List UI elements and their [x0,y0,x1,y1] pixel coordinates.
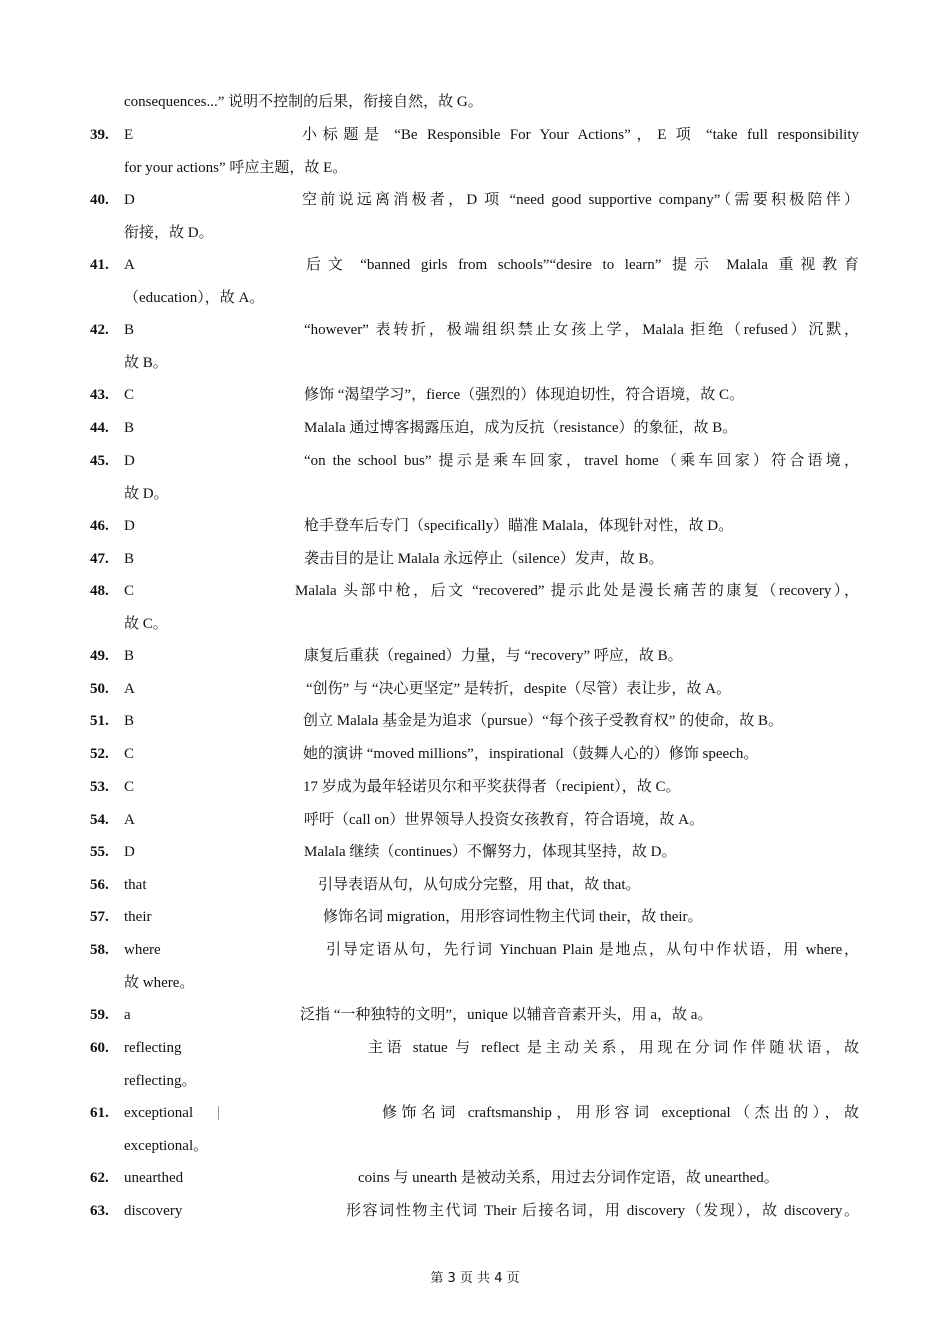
answer-value: B [124,713,135,729]
answer-value: that [124,877,147,893]
answer-value: B [124,551,135,567]
answer-value: D [124,453,135,469]
explanation-line: 引导定语从句，先行词 Yinchuan Plain 是地点，从句中作状语，用 where， [326,942,859,958]
explanation-continuation: 故 C。 [124,616,168,632]
explanation-line: 她的演讲 “moved millions”，inspirational（鼓舞人心的）修饰 speech。 [303,746,759,762]
answer-value: B [124,648,135,664]
explanation-line: coins 与 unearth 是被动关系，用过去分词作定语，故 unearthed。 [358,1170,779,1186]
answer-value: C [124,387,135,403]
answer-value: C [124,779,135,795]
question-number: 43. [90,387,109,403]
explanation-line: 修饰名词 migration，用形容词性物主代词 their，故 their。 [323,909,703,925]
explanation-line: “on the school bus” 提示是乘车回家，travel home（乘车回家）符合语境， [304,453,859,469]
explanation-line: Malala 通过博客揭露压迫，成为反抗（resistance）的象征，故 B。 [304,420,738,436]
explanation-line: 空前说远离消极者，D 项 “need good supportive company”（需要积极陪伴） [302,192,859,208]
explanation-line: 主语 statue 与 reflect 是主动关系，用现在分词作伴随状语，故 [368,1040,859,1056]
question-number: 51. [90,713,109,729]
explanation-line: 康复后重获（regained）力量，与 “recovery” 呼应，故 B。 [304,648,683,664]
explanation-continuation: 故 D。 [124,486,169,502]
question-number: 48. [90,583,109,599]
answer-value: B [124,322,135,338]
explanation-line: 呼吁（call on）世界领导人投资女孩教育，符合语境，故 A。 [304,812,704,828]
question-number: 57. [90,909,109,925]
question-number: 58. [90,942,109,958]
explanation-line: 引导表语从句，从句成分完整，用 that，故 that。 [318,877,641,893]
question-number: 42. [90,322,109,338]
question-number: 59. [90,1007,109,1023]
answer-value: E [124,127,134,143]
explanation-line: Malala 头部中枪，后文 “recovered” 提示此处是漫长痛苦的康复（recovery）， [295,583,859,599]
explanation-continuation: reflecting。 [124,1073,197,1089]
question-number: 54. [90,812,109,828]
explanation-continuation: for your actions” 呼应主题，故 E。 [124,160,348,176]
question-number: 47. [90,551,109,567]
answer-value: D [124,192,135,208]
answer-value: C [124,583,135,599]
answer-value: A [124,681,135,697]
intro-line: consequences...” 说明不控制的后果，衔接自然，故 G。 [124,94,483,110]
explanation-line: 修饰 “渴望学习”，fierce（强烈的）体现迫切性，符合语境，故 C。 [304,387,744,403]
explanation-line: 小标题是 “Be Responsible For Your Actions”，E 项 “take full responsibility [302,127,859,143]
question-number: 41. [90,257,109,273]
explanation-line: 17 岁成为最年轻诺贝尔和平奖获得者（recipient），故 C。 [303,779,681,795]
explanation-line: 袭击目的是让 Malala 永远停止（silence）发声，故 B。 [304,551,664,567]
answer-value: unearthed [124,1170,184,1186]
explanation-continuation: 衔接，故 D。 [124,225,214,241]
explanation-line: 形容词性物主代词 Their 后接名词，用 discovery（发现），故 discovery。 [346,1203,859,1219]
explanation-continuation: 故 where。 [124,975,195,991]
explanation-continuation: exceptional。 [124,1138,209,1154]
answer-value: C [124,746,135,762]
answer-value: B [124,420,135,436]
question-number: 44. [90,420,109,436]
text-cursor-mark [218,1106,219,1120]
question-number: 40. [90,192,109,208]
explanation-line: “however” 表转折，极端组织禁止女孩上学，Malala 拒绝（refused）沉默， [304,322,859,338]
question-number: 53. [90,779,109,795]
explanation-line: 修饰名词 craftsmanship，用形容词 exceptional（杰出的），故 [382,1105,859,1121]
explanation-continuation: 故 B。 [124,355,168,371]
question-number: 52. [90,746,109,762]
question-number: 61. [90,1105,109,1121]
question-number: 45. [90,453,109,469]
question-number: 46. [90,518,109,534]
explanation-line: 泛指 “一种独特的文明”，unique 以辅音音素开头，用 a，故 a。 [300,1007,713,1023]
answer-value: where [124,942,161,958]
question-number: 39. [90,127,109,143]
explanation-line: 后文 “banned girls from schools”“desire to learn” 提示 Malala 重视教育 [306,257,859,273]
answer-value: D [124,844,135,860]
question-number: 49. [90,648,109,664]
answer-value: reflecting [124,1040,182,1056]
answer-value: A [124,812,135,828]
question-number: 55. [90,844,109,860]
answer-value: exceptional [124,1105,194,1121]
explanation-continuation: （education），故 A。 [124,290,265,306]
question-number: 50. [90,681,109,697]
explanation-line: 创立 Malala 基金是为追求（pursue）“每个孩子受教育权” 的使命，故 B。 [303,713,783,729]
answer-value: D [124,518,135,534]
answer-value: A [124,257,135,273]
explanation-line: Malala 继续（continues）不懈努力，体现其坚持，故 D。 [304,844,677,860]
explanation-line: “创伤” 与 “决心更坚定” 是转折，despite（尽管）表让步，故 A。 [306,681,731,697]
question-number: 62. [90,1170,109,1186]
explanation-line: 枪手登车后专门（specifically）瞄准 Malala，体现针对性，故 D。 [304,518,734,534]
answer-value: their [124,909,152,925]
question-number: 63. [90,1203,109,1219]
page-footer: 第 3 页 共 4 页 [430,1271,520,1286]
answer-value: discovery [124,1203,183,1219]
answer-value: a [124,1007,131,1023]
question-number: 60. [90,1040,109,1056]
question-number: 56. [90,877,109,893]
